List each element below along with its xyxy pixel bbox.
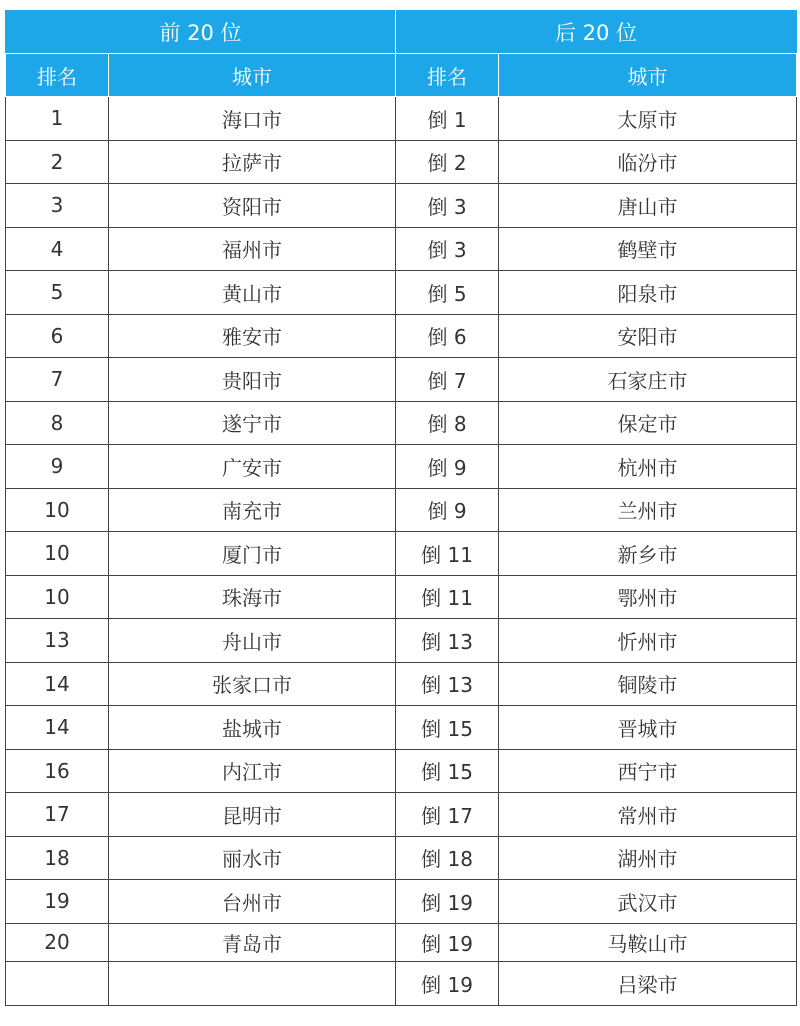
column-header-row [6, 54, 797, 97]
bottom-city-cell: 唐山市 [499, 184, 797, 228]
bottom-rank-cell: 倒 6 [396, 314, 499, 358]
top-rank-cell: 16 [6, 749, 109, 793]
top-rank-cell: 10 [6, 532, 109, 576]
bottom-rank-header: 排名 [396, 54, 499, 97]
top-rank-cell: 10 [6, 488, 109, 532]
table-row [6, 961, 797, 1005]
bottom-rank-cell: 倒 3 [396, 184, 499, 228]
bottom-rank-cell: 倒 11 [396, 532, 499, 576]
bottom-rank-cell: 倒 7 [396, 358, 499, 402]
bottom-city-cell: 兰州市 [499, 488, 797, 532]
bottom-city-header: 城市 [499, 54, 797, 97]
bottom-rank-cell: 倒 15 [396, 706, 499, 750]
top-city-cell: 丽水市 [109, 836, 396, 880]
bottom-city-cell: 鹤壁市 [499, 227, 797, 271]
bottom-rank-cell: 倒 11 [396, 575, 499, 619]
top-rank-cell: 7 [6, 358, 109, 402]
table-row [6, 227, 797, 271]
bottom-city-cell: 石家庄市 [499, 358, 797, 402]
top-rank-cell: 1 [6, 97, 109, 141]
top-city-cell: 黄山市 [109, 271, 396, 315]
bottom-city-cell: 太原市 [499, 97, 797, 141]
top-rank-cell: 5 [6, 271, 109, 315]
top-city-cell: 拉萨市 [109, 140, 396, 184]
city-ranking-table [5, 10, 797, 1006]
bottom-city-cell: 鄂州市 [499, 575, 797, 619]
top-city-cell: 南充市 [109, 488, 396, 532]
top-city-cell: 珠海市 [109, 575, 396, 619]
bottom-city-cell: 忻州市 [499, 619, 797, 663]
top-rank-cell: 6 [6, 314, 109, 358]
bottom-rank-cell: 倒 13 [396, 662, 499, 706]
top-rank-cell: 20 [6, 923, 109, 961]
table-row [6, 401, 797, 445]
bottom-city-cell: 铜陵市 [499, 662, 797, 706]
top-rank-header: 排名 [6, 54, 109, 97]
bottom-city-cell: 马鞍山市 [499, 923, 797, 961]
bottom-rank-cell: 倒 3 [396, 227, 499, 271]
bottom-city-cell: 吕梁市 [499, 961, 797, 1005]
top-rank-cell: 14 [6, 706, 109, 750]
top-rank-cell: 8 [6, 401, 109, 445]
bottom-rank-cell: 倒 8 [396, 401, 499, 445]
top-rank-cell: 14 [6, 662, 109, 706]
bottom-rank-cell: 倒 17 [396, 793, 499, 837]
bottom-city-cell: 杭州市 [499, 445, 797, 489]
table-row [6, 97, 797, 141]
table-row [6, 488, 797, 532]
top-city-cell [109, 961, 396, 1005]
table-row [6, 140, 797, 184]
top-rank-cell: 13 [6, 619, 109, 663]
table-row [6, 358, 797, 402]
top-city-cell: 遂宁市 [109, 401, 396, 445]
top-city-cell: 海口市 [109, 97, 396, 141]
table-row [6, 706, 797, 750]
table-row [6, 836, 797, 880]
bottom-city-cell: 安阳市 [499, 314, 797, 358]
top-city-cell: 资阳市 [109, 184, 396, 228]
bottom-rank-cell: 倒 19 [396, 923, 499, 961]
bottom-city-cell: 保定市 [499, 401, 797, 445]
table-row [6, 619, 797, 663]
top-city-cell: 贵阳市 [109, 358, 396, 402]
top-rank-cell: 9 [6, 445, 109, 489]
top-city-cell: 内江市 [109, 749, 396, 793]
top-city-cell: 福州市 [109, 227, 396, 271]
top-city-cell: 张家口市 [109, 662, 396, 706]
top-city-cell: 台州市 [109, 880, 396, 924]
group-header-row [6, 11, 797, 54]
bottom-city-cell: 阳泉市 [499, 271, 797, 315]
bottom-rank-cell: 倒 9 [396, 445, 499, 489]
top-city-cell: 雅安市 [109, 314, 396, 358]
bottom-city-cell: 湖州市 [499, 836, 797, 880]
top-city-cell: 盐城市 [109, 706, 396, 750]
bottom-rank-cell: 倒 1 [396, 97, 499, 141]
bottom-city-cell: 西宁市 [499, 749, 797, 793]
bottom-rank-cell: 倒 2 [396, 140, 499, 184]
bottom-city-cell: 临汾市 [499, 140, 797, 184]
top-rank-cell: 17 [6, 793, 109, 837]
top-rank-cell: 19 [6, 880, 109, 924]
table-row [6, 445, 797, 489]
top-city-cell: 青岛市 [109, 923, 396, 961]
bottom-rank-cell: 倒 19 [396, 961, 499, 1005]
table-row [6, 880, 797, 924]
table-row [6, 793, 797, 837]
bottom-rank-cell: 倒 13 [396, 619, 499, 663]
top-city-cell: 昆明市 [109, 793, 396, 837]
bottom-city-cell: 常州市 [499, 793, 797, 837]
top-city-header: 城市 [109, 54, 396, 97]
bottom-rank-cell: 倒 19 [396, 880, 499, 924]
table-row [6, 749, 797, 793]
top-rank-cell: 10 [6, 575, 109, 619]
table-row [6, 184, 797, 228]
top-20-header: 前 20 位 [6, 11, 396, 54]
top-rank-cell: 2 [6, 140, 109, 184]
bottom-rank-cell: 倒 9 [396, 488, 499, 532]
top-city-cell: 舟山市 [109, 619, 396, 663]
top-rank-cell: 18 [6, 836, 109, 880]
top-city-cell: 广安市 [109, 445, 396, 489]
bottom-rank-cell: 倒 15 [396, 749, 499, 793]
bottom-city-cell: 武汉市 [499, 880, 797, 924]
bottom-rank-cell: 倒 5 [396, 271, 499, 315]
bottom-20-header: 后 20 位 [396, 11, 797, 54]
table-row [6, 923, 797, 961]
table-row [6, 314, 797, 358]
bottom-city-cell: 新乡市 [499, 532, 797, 576]
table-row [6, 662, 797, 706]
top-rank-cell: 3 [6, 184, 109, 228]
table-row [6, 532, 797, 576]
bottom-city-cell: 晋城市 [499, 706, 797, 750]
table-row [6, 271, 797, 315]
bottom-rank-cell: 倒 18 [396, 836, 499, 880]
top-rank-cell [6, 961, 109, 1005]
top-city-cell: 厦门市 [109, 532, 396, 576]
table-row [6, 575, 797, 619]
top-rank-cell: 4 [6, 227, 109, 271]
